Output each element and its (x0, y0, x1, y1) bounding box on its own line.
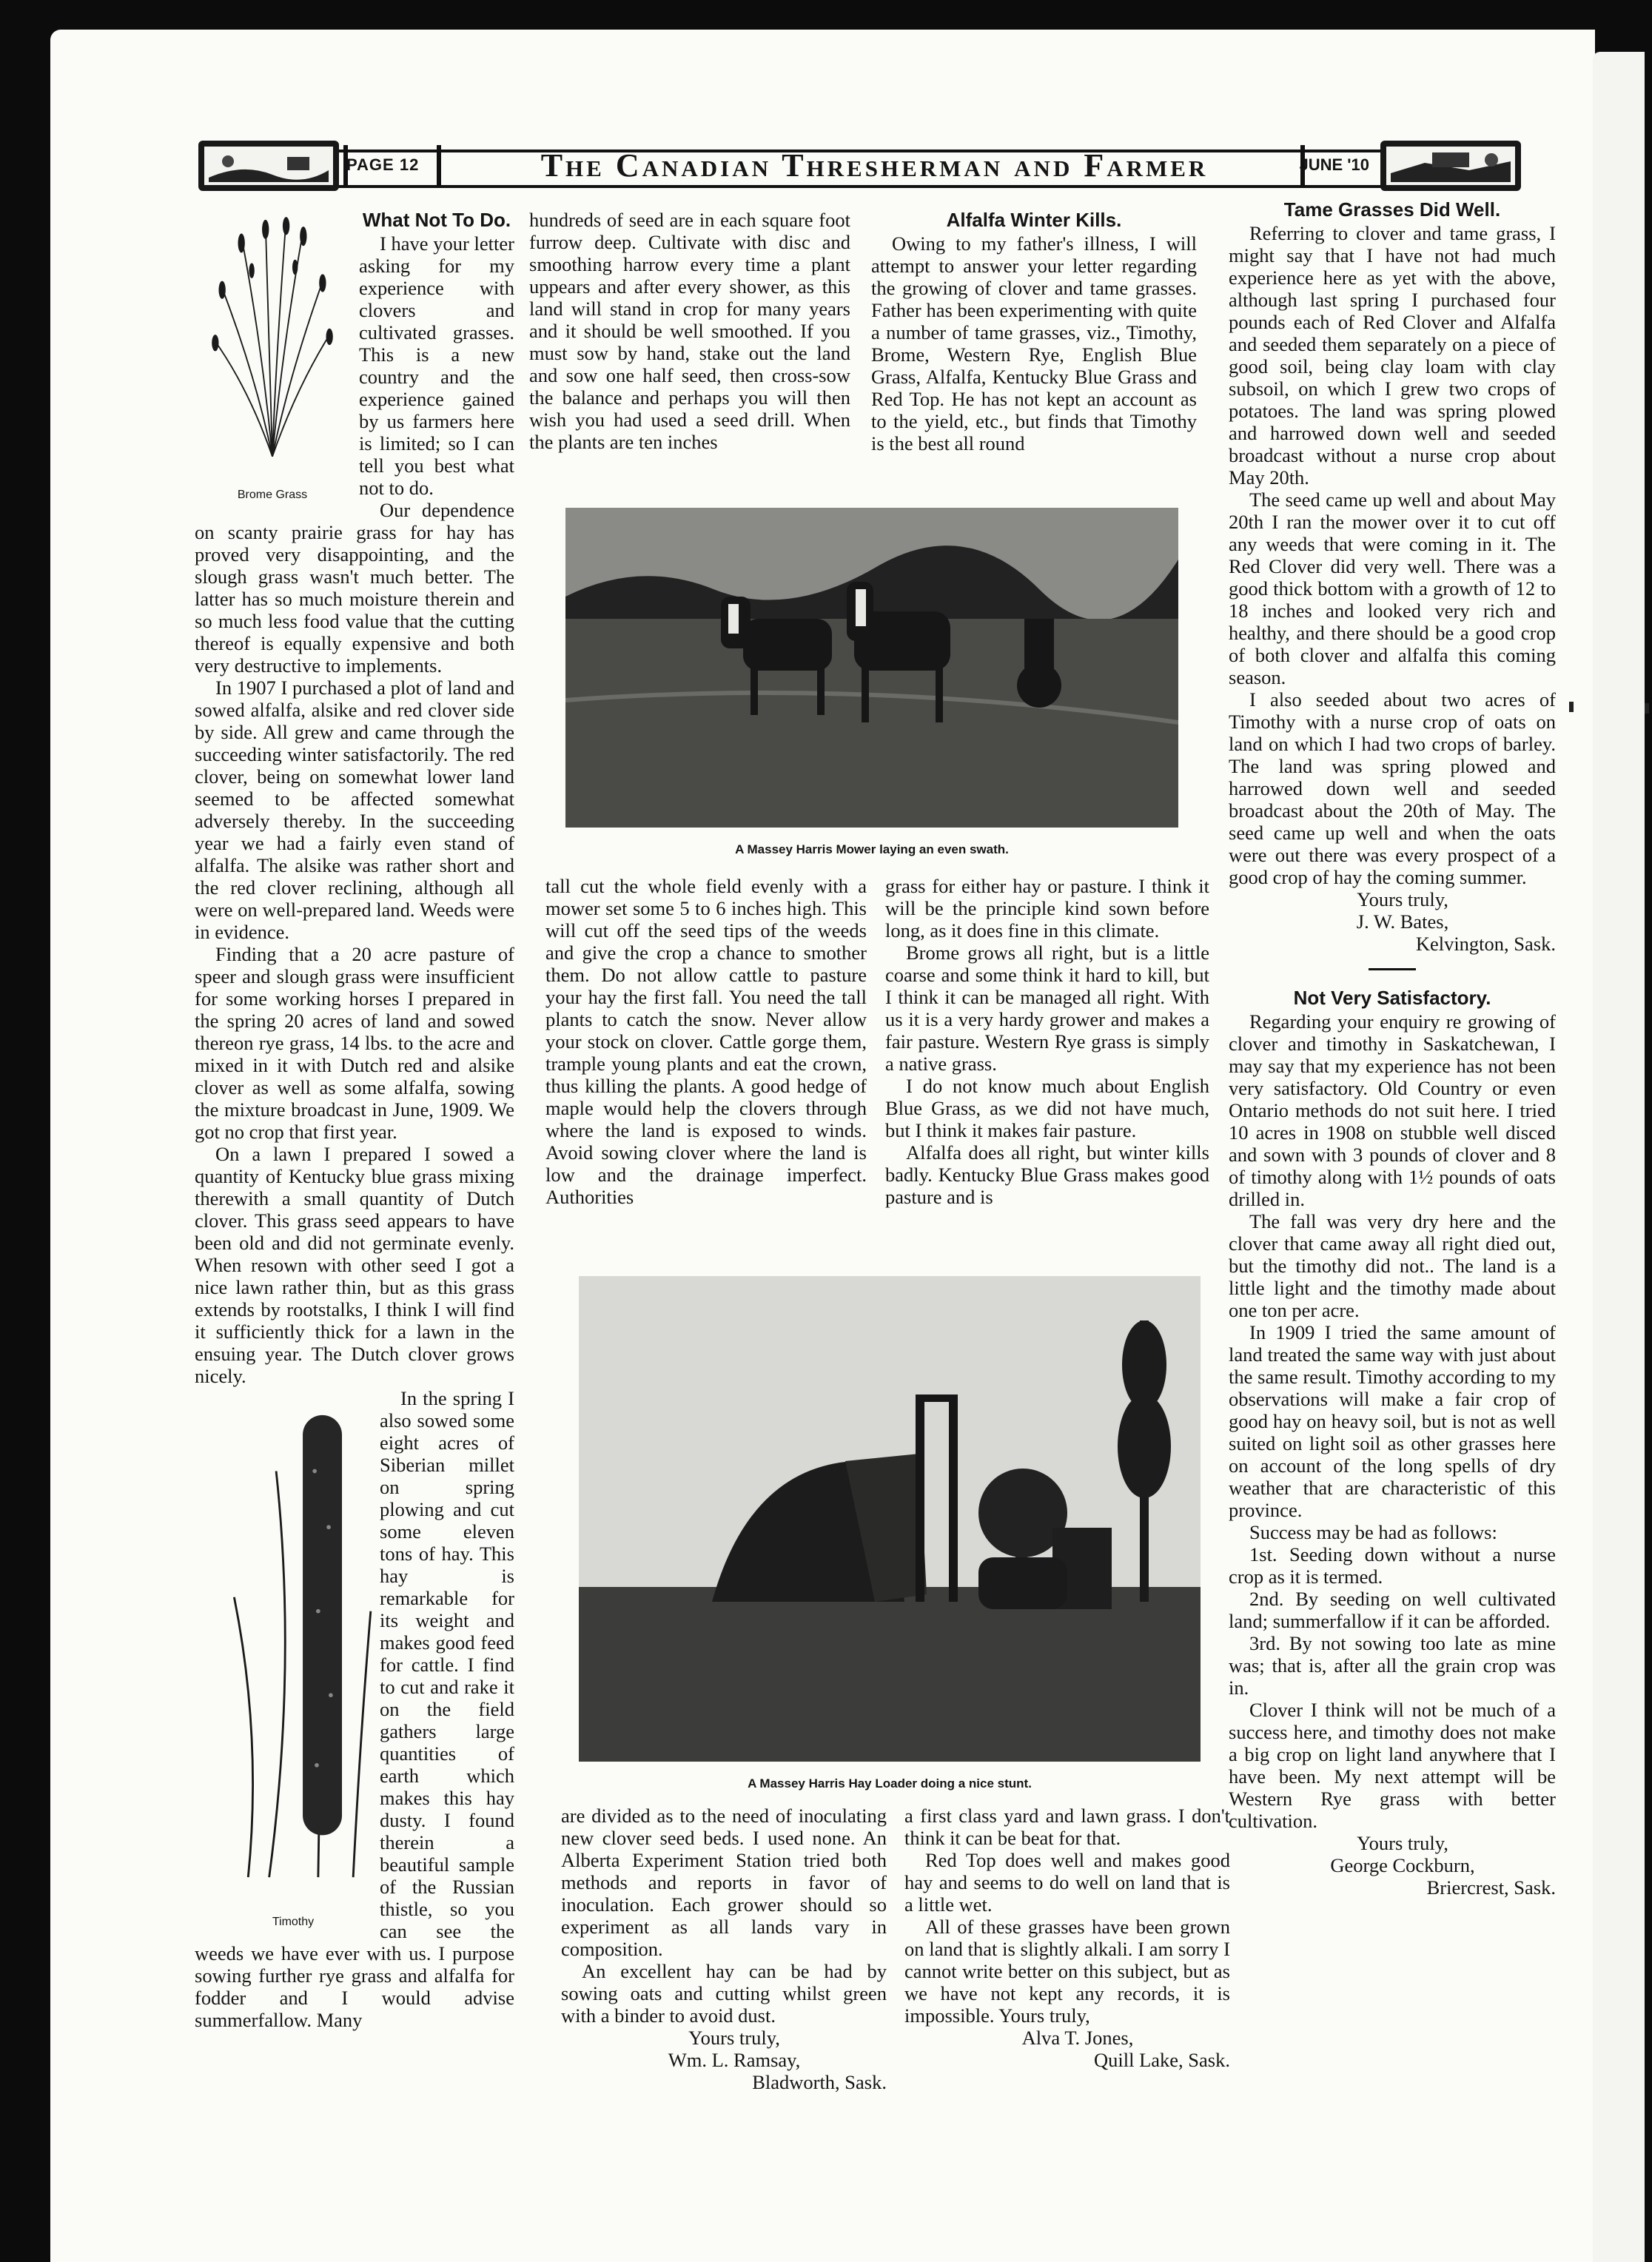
signature-yours: Yours truly, (1357, 1832, 1448, 1854)
paragraph: a first class yard and lawn grass. I don't think it can be beat for that. (904, 1805, 1230, 1849)
signature-name: George Cockburn, (1330, 1854, 1475, 1876)
paragraph: On a lawn I prepared I sowed a quantity of Kentucky blue grass mixing therewith a small quantity of Dutch clover. This grass seed appears to have been old and did not germinate evenly. When resown with other seed I got a nice lawn rather thin, but as this grass extends by rootstalks, I think I will find it sufficiently thick for a lawn in the ensuing year. The Dutch clover grows nicely. (195, 1143, 514, 1387)
paragraph: I also seeded about two acres of Timothy with a nurse crop of oats on land on which I had two crops of barley. The land was spring plowed and harrowed down well and seeded broadcast about the 20th of May. The seed came up well and when the oats were out there was every prospect of a good crop of hay the coming summer. (1229, 688, 1556, 888)
signature-yours: Yours truly, (1357, 888, 1448, 910)
signature-yours: Yours truly, (688, 2027, 780, 2049)
paragraph: hundreds of seed are in each square foot furrow deep. Cultivate with disc and smoothing harrow every time a plant uppears and after every shower, as this land will stand in crop for many years and it should be well smoothed. If you must sow by hand, stake out the land and sow one half seed, then cross-sow the balance and perhaps you will then wish you had used a seed drill. When the plants are ten inches (529, 209, 850, 453)
farm-scene-ornament-right (1380, 141, 1521, 191)
paragraph: 1st. Seeding down without a nurse crop as it is termed. (1229, 1543, 1556, 1588)
farm-scene-ornament-left (198, 141, 339, 191)
article-what-not-to-do (195, 209, 514, 2031)
hay-loader-image (579, 1276, 1201, 1762)
paragraph: 3rd. By not sowing too late as mine was; that is, after all the grain crop was in. (1229, 1632, 1556, 1699)
paragraph: Our dependence on scanty prairie grass for hay has proved very disappointing, and the slough grass wasn't much better. The latter has so much moisture therein and so much less food value that the cutting thereof is equally expensive and both very destructive to implements. (195, 499, 514, 677)
paragraph: Clover I think will not be much of a success here, and timothy does not make a big crop on light land anywhere that I have been. My next attempt will be Western Rye grass with better cultivation. (1229, 1699, 1556, 1832)
page-header-banner (198, 139, 1521, 192)
article-what-not-to-do-continued (529, 209, 850, 453)
paragraph: All of these grasses have been grown on land that is slightly alkali. I am sorry I cannot write better on this subject, but as we have not kept any records, it is impossible. Yours truly, (904, 1916, 1230, 2027)
paragraph: tall cut the whole field evenly with a mower set some 5 to 6 inches high. This will cut off the seed tips of the weeds and give the crop a chance to smother them. Do not allow cattle to pasture your hay the first fall. You need the tall plants to catch the snow. Never allow your stock on clover. Cattle gorge them, trample young plants and eat the crown, thus killing the plants. A good hedge of maple would help the clovers through where the land is exposed to winds. Avoid sowing clover where the land is low and the drainage imperfect. Authorities (545, 875, 867, 1208)
hay-loader-photo-caption: A Massey Harris Hay Loader doing a nice stunt. (748, 1776, 1032, 1791)
paragraph: Referring to clover and tame grass, I might say that I have not had much experience here as yet with the above, although last spring I purchased four pounds each of Red Clover and Alfalfa and seeded them separately on a piece of good soil, being clay loam with clay subsoil, on which I grew two crops of potatoes. The land was spring plowed and harrowed down well and seeded broadcast without a nurse crop about May 20th. (1229, 222, 1556, 489)
scan-speck (1569, 702, 1574, 712)
heading-tame-grasses-did-well: Tame Grasses Did Well. (1283, 198, 1501, 221)
paragraph: Red Top does well and makes good hay and seems to do well on land that is a little wet. (904, 1849, 1230, 1916)
paragraph: Brome grows all right, but is a little coarse and some think it hard to kill, but I think it can be managed all right. With us it is a very hardy grower and makes a fair pasture. Western Rye grass is simply a native grass. (885, 942, 1209, 1075)
signature-place: Briercrest, Sask. (1426, 1876, 1556, 1899)
paragraph: Alfalfa does all right, but winter kills badly. Kentucky Blue Grass makes good pasture and is (885, 1141, 1209, 1208)
paragraph: 2nd. By seeding on well cultivated land; summerfallow if it can be afforded. (1229, 1588, 1556, 1632)
signature-name: Alva T. Jones, (1021, 2027, 1134, 2049)
signature-place: Quill Lake, Sask. (1094, 2049, 1230, 2071)
signature-name: Wm. L. Ramsay, (668, 2049, 801, 2071)
heading-what-not-to-do: What Not To Do. (362, 209, 511, 231)
paragraph: Finding that a 20 acre pasture of speer and slough grass were insufficient for some working horses I prepared in the spring 20 acres of land and sowed thereon rye grass, 14 lbs. to the acre and mixed in it with Dutch red and alsike clover as well as some alfalfa, sowing the mixture broadcast in June, 1909. We got no crop that first year. (195, 943, 514, 1143)
paragraph: Regarding your enquiry re growing of clover and timothy in Saskatchewan, I may say that my experience has not been very satisfactory. Old Country or even Ontario methods do not suit here. I tried 10 acres in 1908 on stubble well disced and sown with 3 pounds of clover and 8 of timothy along with 1½ pounds of oats drilled in. (1229, 1010, 1556, 1210)
article-what-not-to-do-end (561, 1805, 887, 2093)
paragraph: I have your letter asking for my experience with clovers and cultivated grasses. This is a new country and the experience gained by us farmers here is limited; so I can tell you best what not to do. (359, 232, 514, 499)
signature-place: Bladworth, Sask. (752, 2071, 887, 2093)
section-divider (1369, 968, 1416, 970)
paragraph: The fall was very dry here and the clover that came away all right died out, but the timothy did not.. The land is a little light and the timothy made about one ton per acre. (1229, 1210, 1556, 1321)
paragraph-text: In the spring I also sowed some eight acres of Siberian millet on spring plowing and cut some eleven tons of hay. This hay is remarkable for its weight and makes good feed for cattle. I find to cut and rake it on the field gathers large quantities of earth which makes this hay dusty. I found therein a beautiful sample of the Russian thistle, so you can see the weeds we have ever with us. I purpose sowing further rye grass and alfalfa for fodder and I would advise summerfallow. Many (195, 1387, 514, 2031)
scan-speck (1645, 703, 1649, 714)
photo-massey-harris-hay-loader (579, 1276, 1201, 1762)
paragraph (195, 1387, 514, 2031)
timothy-caption: Timothy (272, 1916, 315, 1928)
paragraph: I do not know much about English Blue Grass, as we did not have much, but I think it makes fair pasture. (885, 1075, 1209, 1141)
mower-photo-caption: A Massey Harris Mower laying an even swath. (735, 842, 1009, 856)
article-alfalfa-mid (885, 875, 1209, 1208)
horse-drawn-mower-image (565, 508, 1178, 828)
heading-not-very-satisfactory: Not Very Satisfactory. (1293, 987, 1491, 1009)
paragraph: An excellent hay can be had by sowing oats and cutting whilst green with a binder to avoid dust. (561, 1960, 887, 2027)
next-page-edge (1593, 52, 1645, 2262)
banner-divider (437, 145, 441, 187)
issue-date: JUNE '10 (1299, 155, 1369, 174)
timothy-illustration (195, 1387, 371, 1935)
paragraph: are divided as to the need of inoculating new clover seed beds. I used none. An Alberta Experiment Station tried both methods and reports in favor of inoculation. Each grower should so experiment as all lands vary in composition. (561, 1805, 887, 1960)
brome-grass-caption: Brome Grass (237, 489, 308, 501)
article-alfalfa-winter-kills (871, 209, 1197, 454)
article-alfalfa-end (904, 1805, 1230, 2071)
article-what-not-to-do-mid (545, 875, 867, 1208)
timothy-grass-icon (215, 1387, 392, 1905)
paragraph: Success may be had as follows: (1249, 1521, 1497, 1543)
paragraph: grass for either hay or pasture. I think it will be the principle kind sown before long, as it does fine in this climate. (885, 875, 1209, 942)
paragraph: Owing to my father's illness, I will attempt to answer your letter regarding the growing of clover and tame grasses. Father has been experimenting with quite a number of tame grasses, viz., Timothy, Brome, Western Rye, English Blue Grass, Alfalfa, Kentucky Blue Grass and Red Top. He has not kept an account as to the yield, etc., but finds that Timothy is the best all round (871, 232, 1197, 454)
paragraph: In 1907 I purchased a plot of land and sowed alfalfa, alsike and red clover side by side. All grew and came through the succeeding winter satisfactorily. The red clover, being on somewhat lower land seemed to be affected somewhat adversely thereby. In the succeeding year we had a fairly even stand of alfalfa. The alsike was rather short and the red clover reclining, although all were on well-prepared land. Weeds were in evidence. (195, 677, 514, 943)
publication-title: The Canadian Thresherman and Farmer (540, 147, 1209, 184)
paragraph: The seed came up well and about May 20th I ran the mower over it to cut off any weeds that were coming in it. The Red Clover did very well. There was a good thick bottom with a growth of 12 to 18 inches and looked very rich and healthy, and there should be a good crop of both clover and alfalfa this coming season. (1229, 489, 1556, 688)
paragraph: In 1909 I tried the same amount of land treated the same way with just about the same result. Timothy according to my observations will make a fair crop of good hay on heavy soil, but is not as well suited on light soil as other grasses here on account of the long spells of dry weather that are characteristic of this province. (1229, 1321, 1556, 1521)
page-number: PAGE 12 (346, 155, 420, 174)
brome-grass-icon (195, 209, 350, 483)
brome-grass-illustration (195, 209, 350, 503)
heading-alfalfa-winter-kills: Alfalfa Winter Kills. (946, 209, 1122, 231)
photo-massey-harris-mower (565, 508, 1178, 828)
signature-place: Kelvington, Sask. (1415, 933, 1556, 955)
column-four (1229, 198, 1556, 1899)
signature-name: J. W. Bates, (1356, 910, 1449, 933)
